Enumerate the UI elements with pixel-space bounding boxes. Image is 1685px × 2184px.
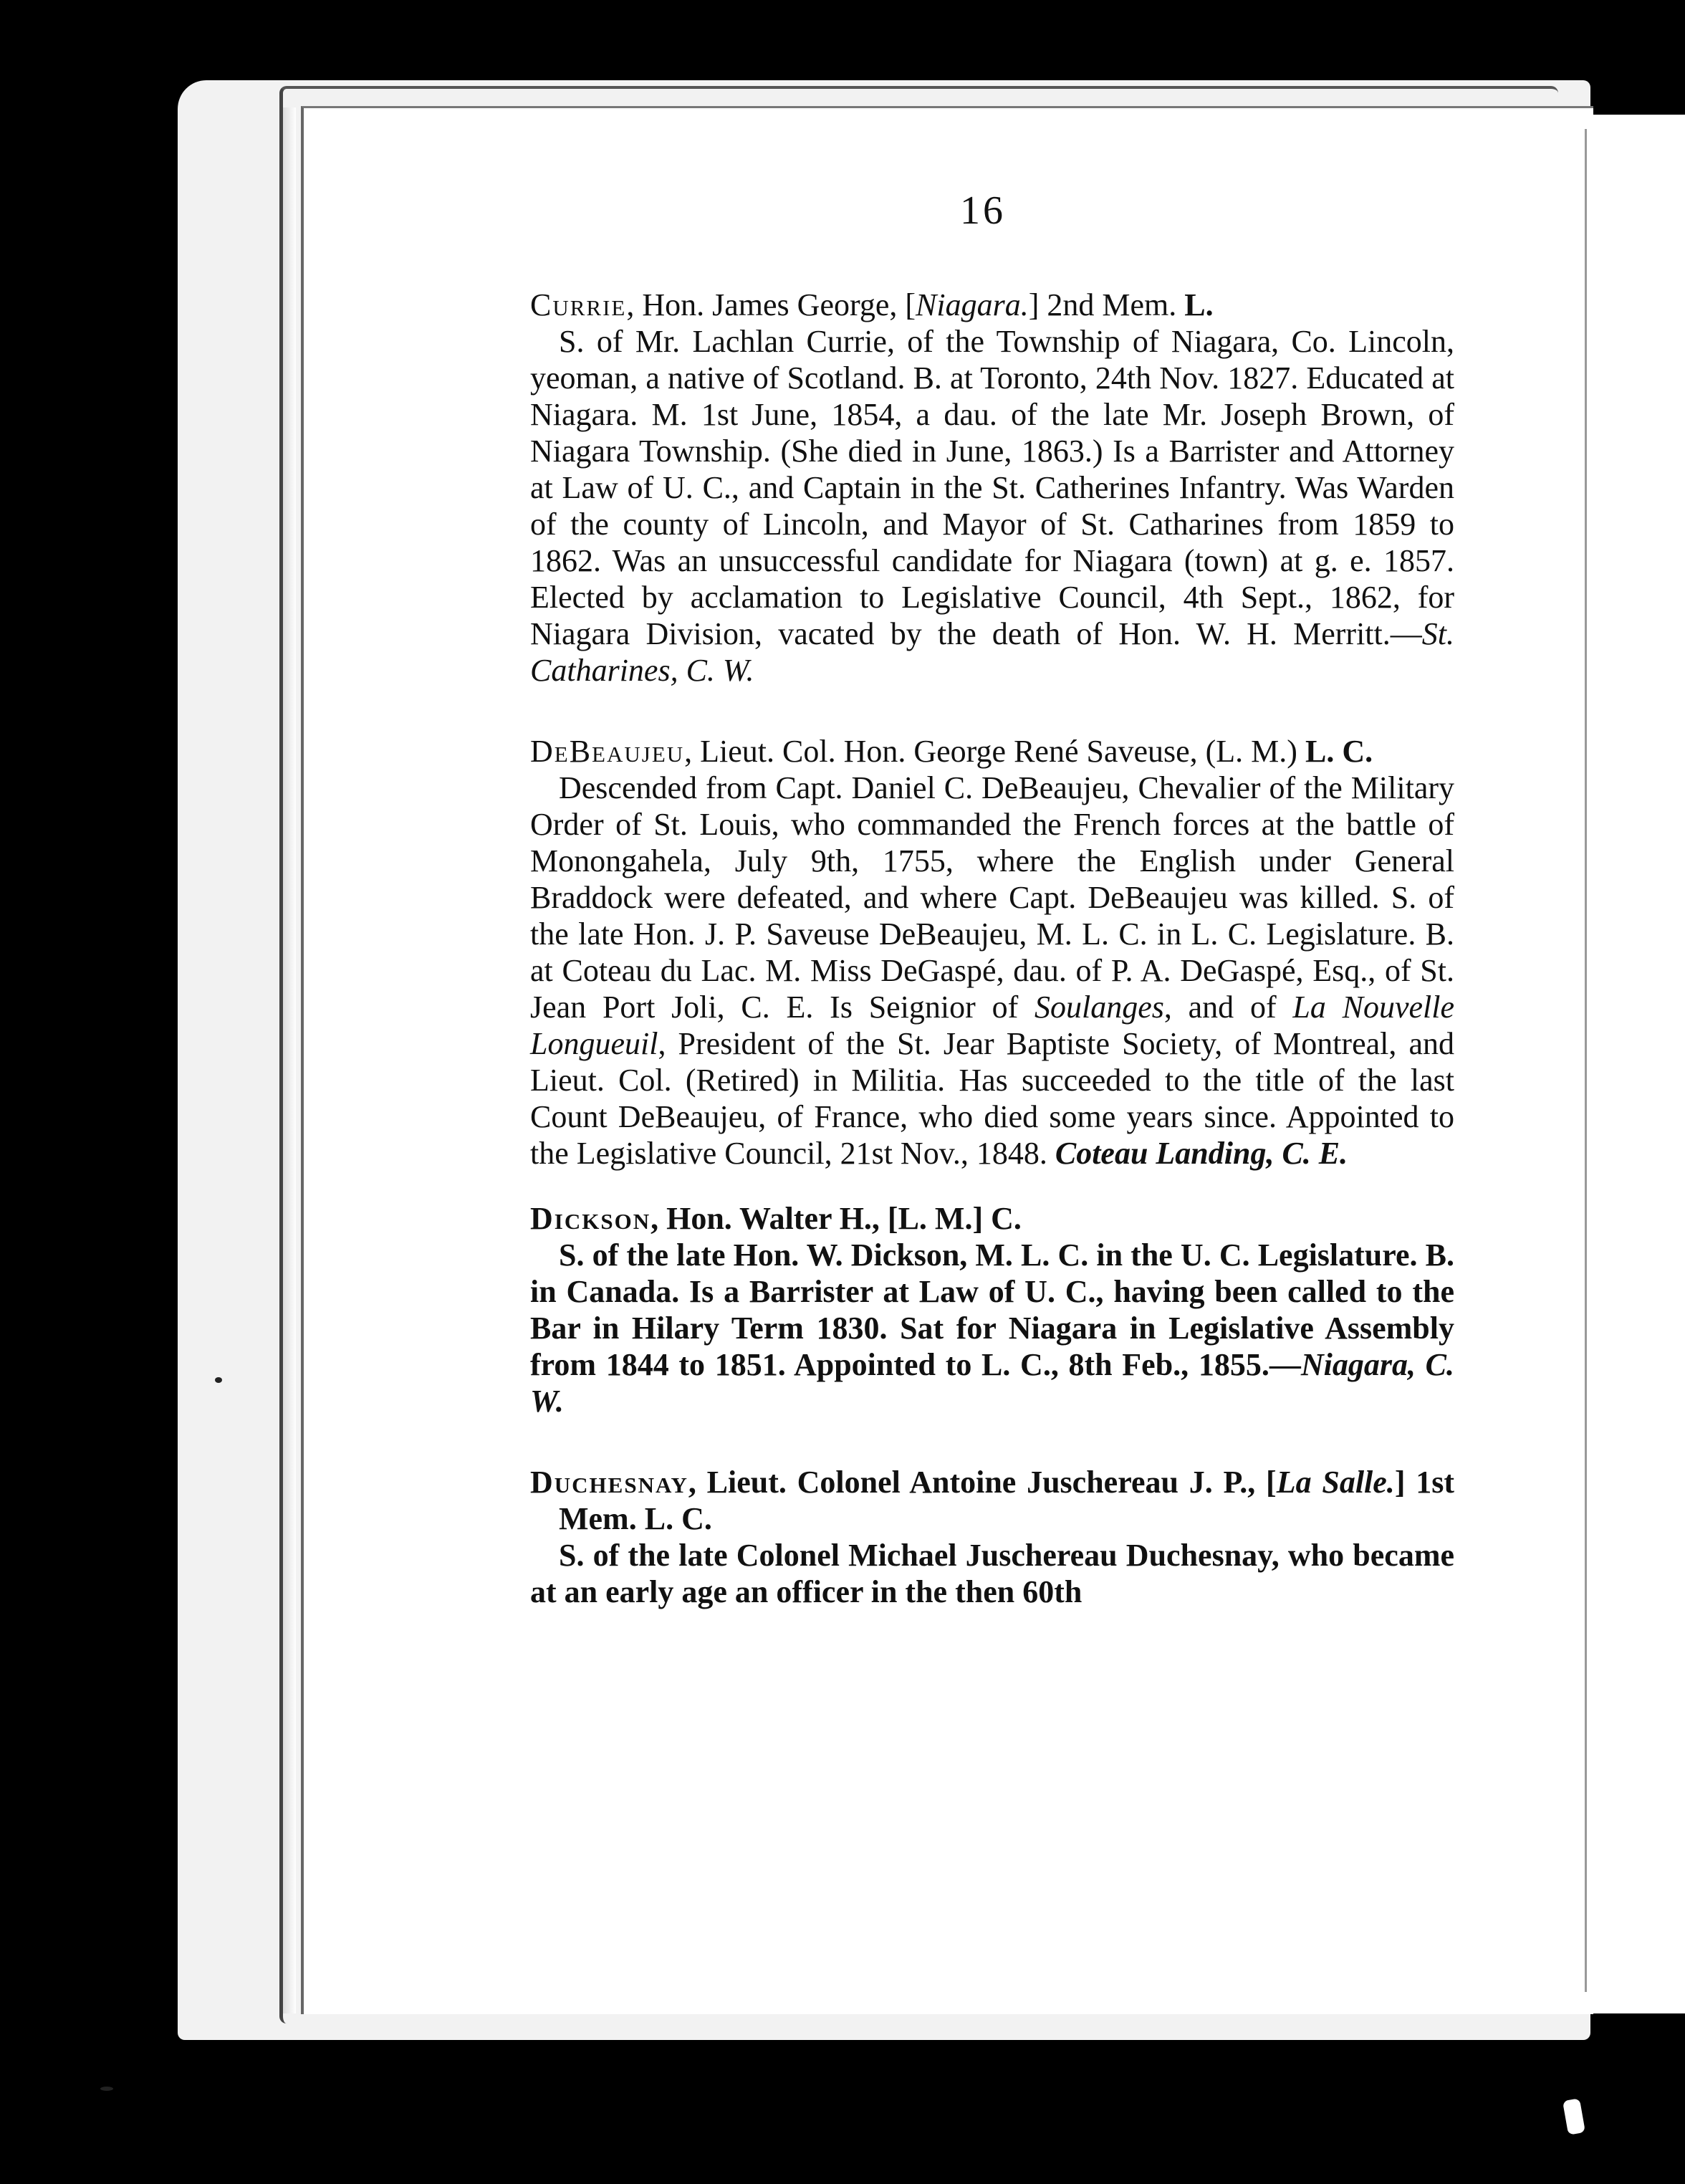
page-gutter <box>283 107 296 2013</box>
entry-place: La Salle. <box>1276 1465 1395 1500</box>
entry-address: Niagara, C. W. <box>530 1347 1454 1419</box>
entry-membership: ] 1st Mem. <box>559 1465 1454 1536</box>
page-content <box>530 287 1454 1610</box>
entry-debeaujeu <box>530 733 1454 1172</box>
entry-duchesnay <box>530 1464 1454 1610</box>
entry-currie <box>530 287 1454 689</box>
entry-biography <box>530 323 1454 689</box>
entry-house: C. <box>991 1201 1022 1236</box>
entry-title: , Lieut. Colonel Antoine Juschereau J. P., [ <box>688 1465 1277 1500</box>
right-page-edge <box>1590 115 1685 2013</box>
page-edge-line <box>1585 129 1587 1992</box>
page-number: 16 <box>960 188 1006 233</box>
entry-biography-text: S. of the late Hon. W. Dickson, M. L. C. in the U. C. Legislature. B. in Canada. Is a Barrister at Law of U. C., having been called to the Bar in Hilary Term 1830. Sat for Niagara in Legislative Assembly from 1844 to 1851. Appointed to L. C., 8th Feb., 1855.— <box>530 1237 1454 1382</box>
entry-surname: DeBeaujeu <box>530 734 685 769</box>
entry-biography <box>530 1537 1454 1610</box>
entry-biography-text: S. of Mr. Lachlan Currie, of the Township of Niagara, Co. Lincoln, yeoman, a native of Scotland. B. at Toronto, 24th Nov. 1827. Educated at Niagara. M. 1st June, 1854, a dau. of the late Mr. Joseph Brown, of Niagara Township. (She died in June, 1863.) Is a Barrister and Attorney at Law of U. C., and Captain in the St. Catherines Infantry. Was Warden of the county of Lincoln, and Mayor of St. Catharines from 1859 to 1862. Was an unsuccessful candidate for Niagara (town) at g. e. 1857. Elected by acclamation to Legislative Council, 4th Sept., 1862, for Niagara Division, vacated by the death of Hon. W. H. Merritt.— <box>530 324 1454 651</box>
entry-heading <box>530 287 1454 323</box>
entry-house: L. C. <box>1305 734 1373 769</box>
entry-surname: Duchesnay <box>530 1465 688 1500</box>
smudge-mark <box>100 2087 113 2091</box>
entry-address: St. Catharines, C. W. <box>530 616 1454 688</box>
entry-biography <box>530 1237 1454 1419</box>
entry-surname: Currie <box>530 287 627 322</box>
entry-title: , Hon. James George, [ <box>626 287 916 322</box>
entry-house: L. <box>1184 287 1214 322</box>
entry-dickson <box>530 1200 1454 1419</box>
entry-address: Coteau Landing, C. E. <box>1055 1136 1348 1171</box>
entry-biography-text: , and of <box>1163 990 1293 1025</box>
entry-biography-text: , President of the St. Jear Baptiste Society, of Montreal, and Lieut. Col. (Retired) in Militia. Has succeeded to the title of the last Count DeBeaujeu, of France, who died some years since. Appointed to the Legislative Council, 21st Nov., 1848. <box>530 1026 1454 1171</box>
entry-heading <box>530 1464 1454 1537</box>
entry-seigniory: La Nouvelle Longueuil <box>530 990 1454 1061</box>
entry-title: , Hon. Walter H., [L. M.] <box>651 1201 984 1236</box>
entry-place: Niagara. <box>916 287 1029 322</box>
entry-heading <box>530 733 1454 770</box>
entry-biography <box>530 770 1454 1172</box>
entry-heading <box>530 1200 1454 1237</box>
entry-seigniory: Soulanges <box>1034 990 1164 1025</box>
entry-surname: Dickson <box>530 1201 651 1236</box>
entry-house: L. C. <box>644 1501 712 1536</box>
entry-title: , Lieut. Col. Hon. George René Saveuse, (L. M.) <box>684 734 1297 769</box>
scan-mark <box>1562 2098 1585 2135</box>
entry-biography-text: Descended from Capt. Daniel C. DeBeaujeu, Chevalier of the Military Order of St. Louis, who commanded the French forces at the battle of Monongahela, July 9th, 1755, where the English under General Braddock were defeated, and where Capt. DeBeaujeu was killed. S. of the late Hon. J. P. Saveuse DeBeaujeu, M. L. C. in L. C. Legislature. B. at Coteau du Lac. M. Miss DeGaspé, dau. of P. A. DeGaspé, Esq., of St. Jean Port Joli, C. E. Is Seignior of <box>530 770 1454 1025</box>
entry-biography-text: S. of the late Colonel Michael Juschereau Duchesnay, who became at an early age an officer in the then 60th <box>530 1538 1454 1609</box>
smudge-mark <box>215 1377 222 1383</box>
entry-membership: ] 2nd Mem. <box>1028 287 1177 322</box>
